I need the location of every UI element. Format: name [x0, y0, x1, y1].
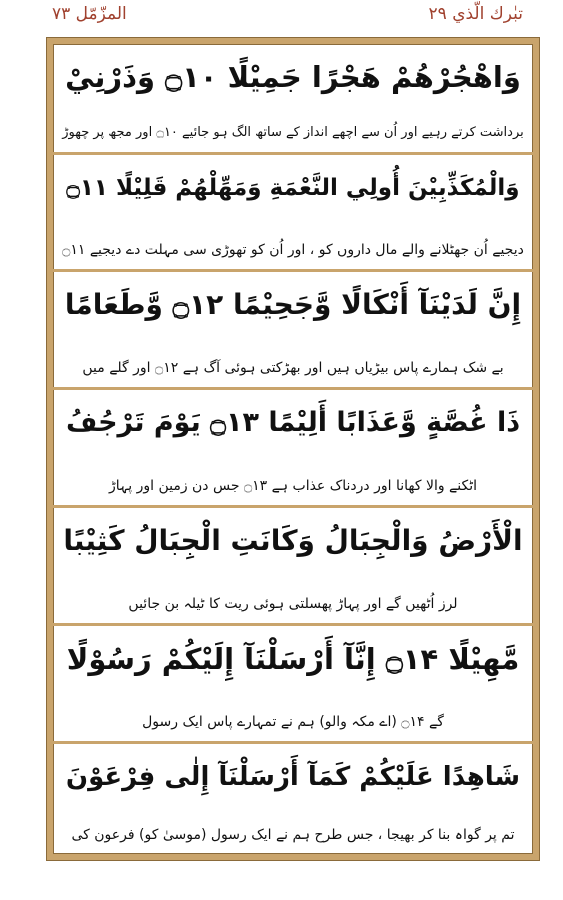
arabic-verse: إِنَّ لَدَيْنَآ أَنْكَالًا وَّجَحِيْمًا ۝۱۲ وَّطَعَامًا — [64, 288, 522, 321]
arabic-verse: وَالْمُكَذِّبِيْنَ أُولِي النَّعْمَةِ وَمَهِّلْهُمْ قَلِيْلًا ۝۱۱ — [66, 175, 520, 201]
urdu-translation: گے ۝۱۴ (اے مکہ والو) ہم نے تمہارے پاس ایک رسول — [142, 714, 444, 730]
arabic-verse: وَاهْجُرْهُمْ هَجْرًا جَمِيْلًا ۝۱۰ وَذَرْنِيْ — [65, 60, 521, 94]
arabic-verse: مَّهِيْلًا ۝۱۴ إِنَّآ أَرْسَلْنَآ إِلَيْكُمْ رَسُوْلًا — [66, 642, 520, 676]
page-header — [0, 0, 563, 34]
urdu-translation: برداشت کرتے رہیے اور اُن سے اچھے انداز کے ساتھ الگ ہو جائیے ۝۱۰ اور مجھ پر چھوڑ — [62, 125, 524, 140]
verse-block — [53, 744, 533, 854]
arabic-verse: شَاهِدًا عَلَيْكُمْ كَمَآ أَرْسَلْنَآ إِلٰى فِرْعَوْنَ — [65, 762, 521, 792]
surah-title: المزّمّل ۷۳ — [52, 4, 127, 24]
verse-block — [53, 390, 533, 508]
urdu-translation: اٹکنے والا کھانا اور دردناک عذاب ہے ۝۱۳ جس دن زمین اور پہاڑ — [109, 478, 477, 494]
urdu-translation: لرز اُٹھیں گے اور پہاڑ پھسلتی ہوئی ریت کا ٹیلہ بن جائیں — [128, 596, 458, 612]
urdu-translation: بے شک ہمارے پاس بیڑیاں ہیں اور بھڑکتی ہوئی آگ ہے ۝۱۲ اور گلے میں — [82, 360, 504, 376]
urdu-translation: دیجیے اُن جھٹلانے والے مال داروں کو ، اور اُن کو تھوڑی سی مہلت دے دیجیے ۝۱۱ — [62, 242, 524, 258]
juz-title: تبٰرك الّذي ۲۹ — [428, 4, 523, 24]
verse-block — [53, 626, 533, 744]
arabic-verse: ذَا غُصَّةٍ وَّعَذَابًا أَلِيْمًا ۝۱۳ يَوْمَ تَرْجُفُ — [65, 407, 521, 438]
verse-block — [53, 155, 533, 272]
arabic-verse: الْأَرْضُ وَالْجِبَالُ وَكَانَتِ الْجِبَالُ كَثِيْبًا — [63, 524, 523, 557]
urdu-translation: تم پر گواہ بنا کر بھیجا ، جس طرح ہم نے ایک رسول (موسیٰ کو) فرعون کی — [71, 827, 515, 843]
verse-block — [53, 44, 533, 155]
verse-block — [53, 272, 533, 390]
page-frame — [46, 37, 540, 861]
verse-block — [53, 508, 533, 626]
